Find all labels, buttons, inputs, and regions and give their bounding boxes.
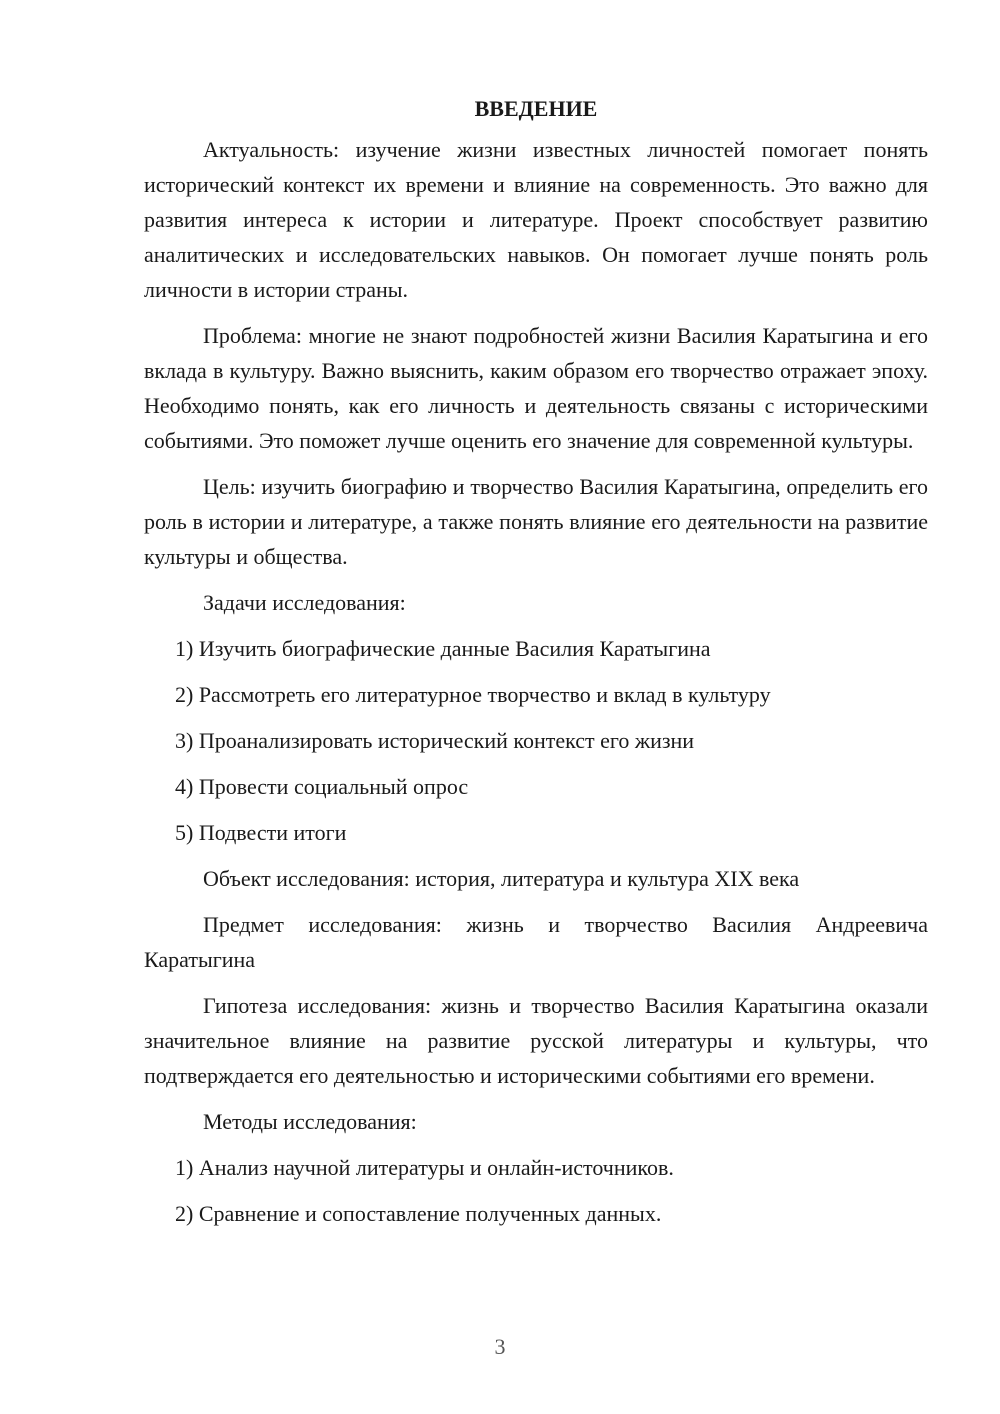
document-page — [144, 94, 928, 1242]
list-item: 2) Сравнение и сопоставление полученных данных. — [175, 1201, 662, 1226]
page-number: 3 — [494, 1334, 506, 1359]
list-item: 1) Анализ научной литературы и онлайн-источников. — [175, 1155, 674, 1180]
list-item: 5) Подвести итоги — [175, 820, 347, 845]
list-item: 2) Рассмотреть его литературное творчество и вклад в культуру — [175, 682, 771, 707]
list-item: 1) Изучить биографические данные Василия Каратыгина — [175, 636, 711, 661]
problem-paragraph: Проблема: многие не знают подробностей жизни Василия Каратыгина и его вклада в культуру. Важно выяснить, каким образом его творчество отражает эпоху. Необходимо понять, как его личность и деятельность связаны с историческими событиями. Это поможет лучше оценить его значение для современной культуры. — [144, 323, 928, 453]
methods-list — [144, 1150, 928, 1231]
research-subject: Предмет исследования: жизнь и творчество Василия Андреевича Каратыгина — [144, 912, 928, 972]
research-object: Объект исследования: история, литература и культура XIX века — [203, 866, 800, 891]
methods-heading: Методы исследования: — [203, 1109, 417, 1134]
list-item: 4) Провести социальный опрос — [175, 774, 469, 799]
hypothesis-paragraph: Гипотеза исследования: жизнь и творчество Василия Каратыгина оказали значительное влияние на развитие русской литературы и культуры, что подтверждается его деятельностью и историческими событиями его времени. — [144, 993, 928, 1088]
relevance-paragraph: Актуальность: изучение жизни известных личностей помогает понять исторический контекст их времени и влияние на современность. Это важно для развития интереса к истории и литературе. Проект способствует развитию аналитических и исследовательских навыков. Он помогает лучше понять роль личности в истории страны. — [144, 137, 928, 302]
tasks-heading: Задачи исследования: — [203, 590, 406, 615]
page-title: ВВЕДЕНИЕ — [474, 96, 598, 121]
list-item: 3) Проанализировать исторический контекст его жизни — [175, 728, 695, 753]
goal-paragraph: Цель: изучить биографию и творчество Василия Каратыгина, определить его роль в истории и литературе, а также понять влияние его деятельности на развитие культуры и общества. — [144, 474, 928, 569]
tasks-list — [144, 631, 928, 850]
